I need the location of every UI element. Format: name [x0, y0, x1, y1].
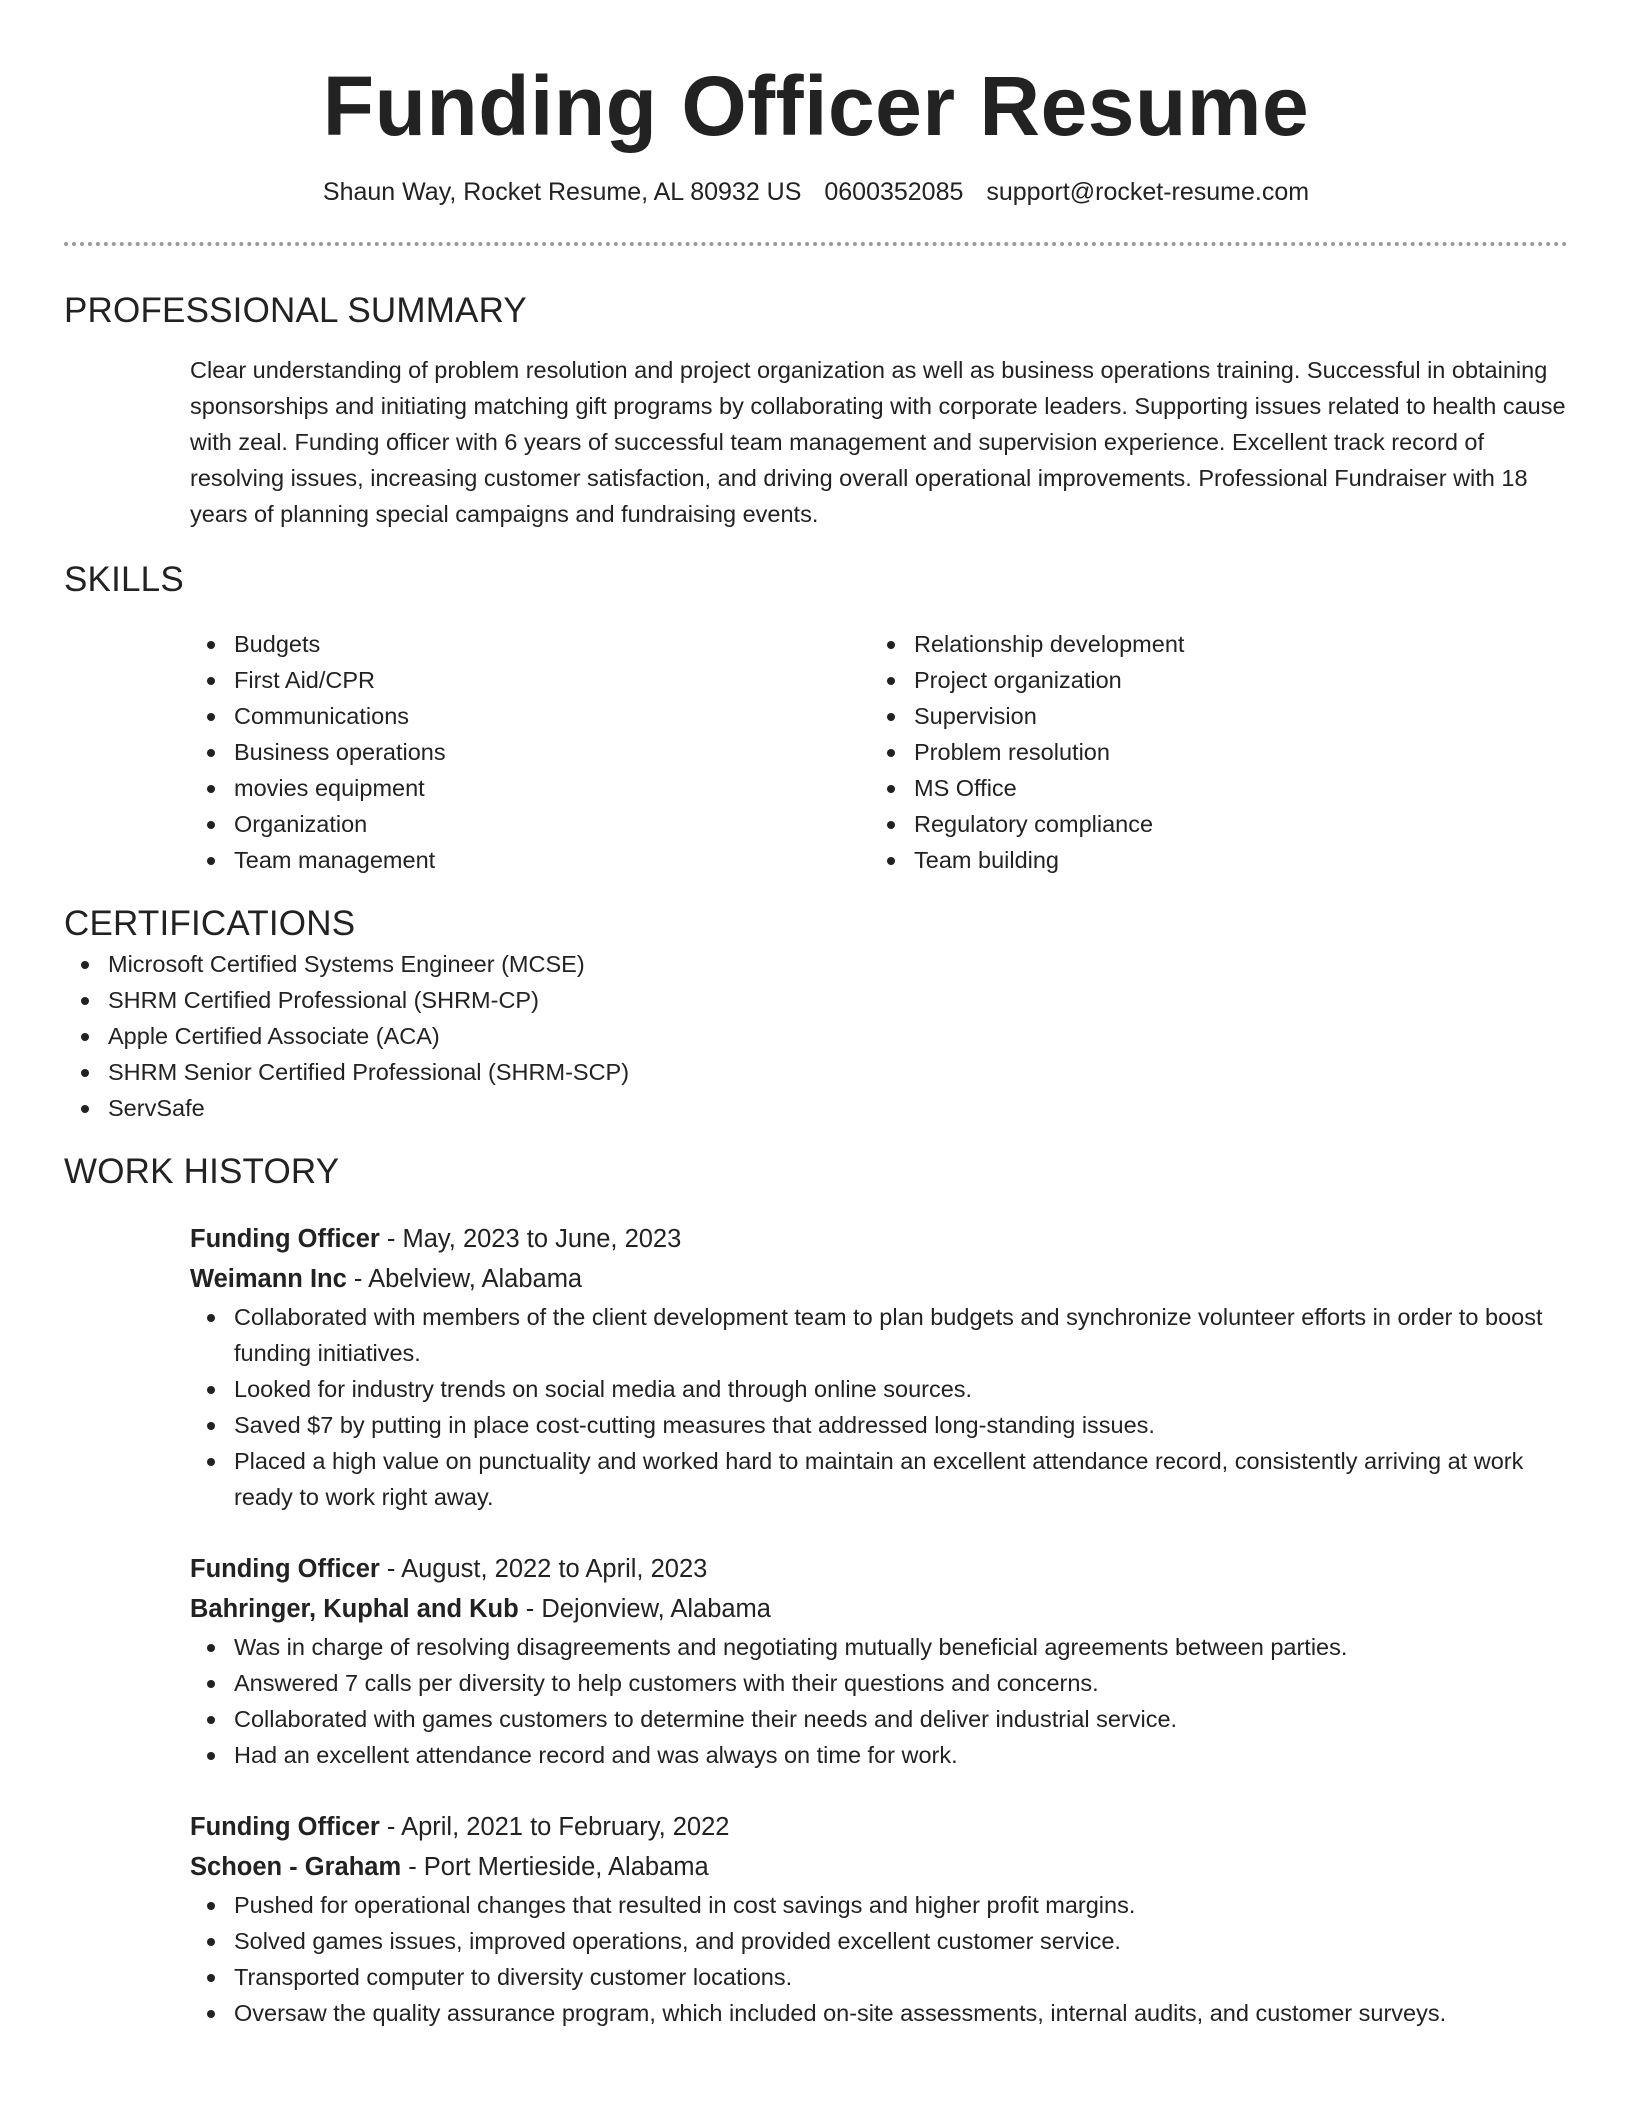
job-dates: - April, 2021 to February, 2022: [379, 1813, 730, 1841]
skill-item: movies equipment: [190, 770, 870, 806]
certification-item: ServSafe: [64, 1090, 1568, 1126]
job-bullet: Placed a high value on punctuality and worked hard to maintain an excellent attendance record, consistently arriving at work ready to work right away.: [190, 1443, 1568, 1515]
job-location: - Port Mertieside, Alabama: [401, 1853, 709, 1881]
job-dates: - May, 2023 to June, 2023: [379, 1225, 682, 1253]
skills-list-left: [190, 626, 870, 878]
certification-item: Microsoft Certified Systems Engineer (MCSE): [64, 946, 1568, 982]
job-bullet: Pushed for operational changes that resulted in cost savings and higher profit margins.: [190, 1887, 1568, 1923]
skill-item: Team building: [870, 842, 1550, 878]
summary-text: Clear understanding of problem resolution and project organization as well as business operations training. Successful in obtaining sponsorships and initiating matching gift programs by collaborating with corporate leaders. Supporting issues related to health cause with zeal. Funding officer with 6 years of successful team management and supervision experience. Excellent track record of resolving issues, increasing customer satisfaction, and driving overall operational improvements. Professional Fundraiser with 18 years of planning special campaigns and fundraising events.: [190, 357, 1566, 527]
contact-email: support@rocket-resume.com: [986, 178, 1310, 206]
certification-item: SHRM Certified Professional (SHRM-CP): [64, 982, 1568, 1018]
job-title-line: [190, 1807, 1568, 1847]
job-bullet: Was in charge of resolving disagreements and negotiating mutually beneficial agreements between parties.: [190, 1629, 1568, 1665]
job-bullet: Solved games issues, improved operations, and provided excellent customer service.: [190, 1923, 1568, 1959]
job-bullet: Looked for industry trends on social media and through online sources.: [190, 1371, 1568, 1407]
job-bullet: Answered 7 calls per diversity to help customers with their questions and concerns.: [190, 1665, 1568, 1701]
contact-phone: 0600352085: [824, 178, 964, 206]
skill-item: Problem resolution: [870, 734, 1550, 770]
job-bullet: Had an excellent attendance record and was always on time for work.: [190, 1737, 1568, 1773]
job-entry: [190, 1219, 1568, 1515]
job-bullet: Collaborated with games customers to determine their needs and deliver industrial service.: [190, 1701, 1568, 1737]
header-divider: [64, 242, 1568, 246]
job-location: - Abelview, Alabama: [346, 1265, 583, 1293]
work-history-heading: WORK HISTORY: [64, 1152, 340, 1191]
resume-page: [64, 0, 1568, 2031]
certification-item: SHRM Senior Certified Professional (SHRM-SCP): [64, 1054, 1568, 1090]
job-bullets: [190, 1299, 1568, 1515]
contact-line: [64, 175, 1568, 209]
skill-item: Supervision: [870, 698, 1550, 734]
skill-item: Organization: [190, 806, 870, 842]
summary-heading: PROFESSIONAL SUMMARY: [64, 291, 527, 330]
job-company: Weimann Inc: [190, 1265, 347, 1293]
job-entry: [190, 1807, 1568, 2031]
job-company-line: [190, 1847, 1568, 1887]
job-title: Funding Officer: [190, 1225, 380, 1253]
skill-item: Budgets: [190, 626, 870, 662]
job-title-line: [190, 1219, 1568, 1259]
skills-grid: [190, 626, 1568, 878]
certifications-heading: CERTIFICATIONS: [64, 904, 356, 943]
job-bullet: Collaborated with members of the client development team to plan budgets and synchronize volunteer efforts in order to boost funding initiatives.: [190, 1299, 1568, 1371]
skill-item: Communications: [190, 698, 870, 734]
skill-item: First Aid/CPR: [190, 662, 870, 698]
skill-item: Business operations: [190, 734, 870, 770]
job-bullet: Saved $7 by putting in place cost-cutting measures that addressed long-standing issues.: [190, 1407, 1568, 1443]
job-title: Funding Officer: [190, 1813, 380, 1841]
resume-title: Funding Officer Resume: [322, 59, 1310, 153]
job-company-line: [190, 1259, 1568, 1299]
job-company-line: [190, 1589, 1568, 1629]
job-location: - Dejonview, Alabama: [518, 1595, 771, 1623]
job-dates: - August, 2022 to April, 2023: [379, 1555, 708, 1583]
certification-item: Apple Certified Associate (ACA): [64, 1018, 1568, 1054]
job-company: Bahringer, Kuphal and Kub: [190, 1595, 519, 1623]
skills-list-right: [870, 626, 1550, 878]
job-bullet: Transported computer to diversity customer locations.: [190, 1959, 1568, 1995]
contact-address: Shaun Way, Rocket Resume, AL 80932 US: [322, 178, 802, 206]
certifications-list: [64, 946, 1568, 1126]
job-bullets: [190, 1629, 1568, 1773]
job-title: Funding Officer: [190, 1555, 380, 1583]
skill-item: Team management: [190, 842, 870, 878]
job-entry: [190, 1549, 1568, 1773]
skills-heading: SKILLS: [64, 560, 184, 599]
job-company: Schoen - Graham: [190, 1853, 402, 1881]
skill-item: Regulatory compliance: [870, 806, 1550, 842]
job-title-line: [190, 1549, 1568, 1589]
job-bullet: Oversaw the quality assurance program, which included on-site assessments, internal audits, and customer surveys.: [190, 1995, 1568, 2031]
skill-item: Project organization: [870, 662, 1550, 698]
job-bullets: [190, 1887, 1568, 2031]
skill-item: Relationship development: [870, 626, 1550, 662]
skill-item: MS Office: [870, 770, 1550, 806]
